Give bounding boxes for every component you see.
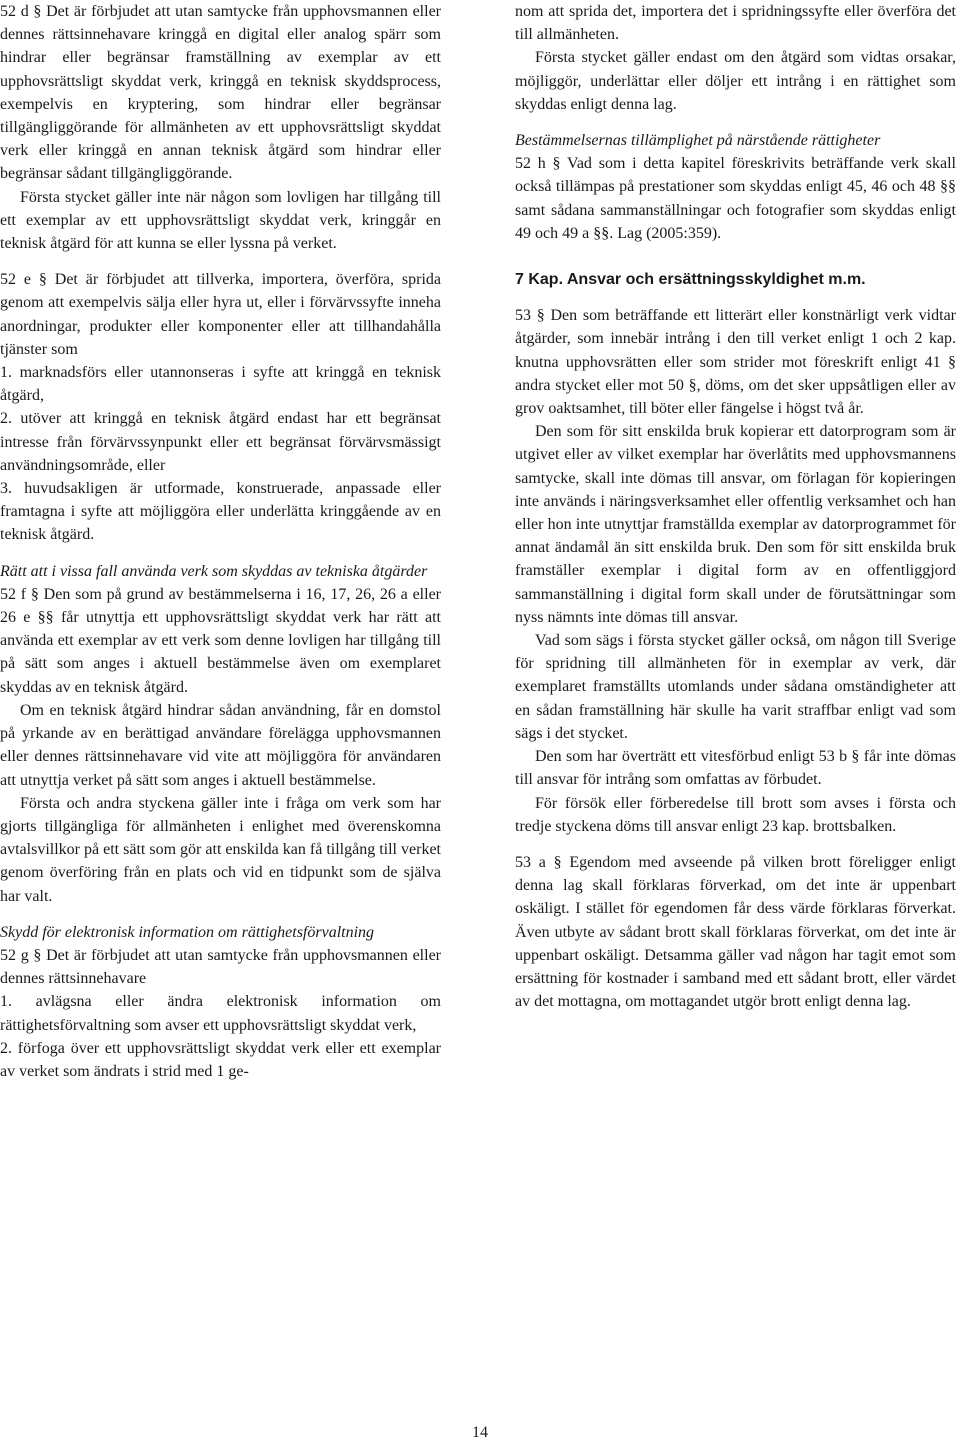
heading-52g: Skydd för elektronisk information om rättighetsförvaltning	[0, 923, 375, 941]
section-52f-paragraph-3: Första och andra styckena gäller inte i fråga om verk som har gjorts tillgängliga för allmänheten i enlighet med överenskomna avtalsvillkor på ett sätt som gör att enskilda kan få tillgång till verket genom överföring från en plats och vid en tidpunkt som de själva har valt.	[0, 794, 441, 905]
spacer	[0, 908, 441, 921]
section-52f-paragraph-2: Om en teknisk åtgärd hindrar sådan användning, får en domstol på yrkande av en berättigad användare förelägga upphovsmannen eller dennes rättsinnehavare vid vite att möjliggöra för användaren att utnyttja verket på sätt som anges i aktuell bestämmelse.	[0, 701, 441, 789]
section-53a: 53 a § Egendom med avseende på vilken brott föreligger enligt denna lag skall förklaras förverkad, om det inte är uppenbart oskäligt. I stället för egendomen får dess värde förklaras förverkat. Även utbyte av sådant brott skall förklaras förverkat, om det inte är uppenbart oskäligt. Detsamma gäller vad någon har tagit emot som ersättning för kostnader i samband med ett sådant brott, eller värdet av det mottagna, om mottagandet utgör brott enligt denna lag.	[515, 853, 956, 1011]
section-52h: 52 h § Vad som i detta kapitel föreskrivits beträffande verk skall också tillämpas på prestationer som skyddas enligt 45, 46 och 48 §§ samt sådana sammanställningar och fotografier som skyddas enligt 49 och 49 a §§. Lag (2005:359).	[515, 155, 956, 242]
spacer	[515, 838, 956, 851]
section-52e-item-2: 2. utöver att kringgå en teknisk åtgärd endast har ett begränsat intresse från förvärvssynpunkt eller ett begränsat förvärvsmässigt användningsområde, eller	[0, 410, 441, 474]
section-52e-item-3: 3. huvudsakligen är utformade, konstruerade, anpassade eller framtagna i syfte att möjliggöra eller underlätta kringgående av en teknisk åtgärd.	[0, 480, 441, 544]
heading-52h: Bestämmelsernas tillämplighet på närstående rättigheter	[515, 132, 881, 150]
section-53: 53 § Den som beträffande ett litterärt eller konstnärligt verk vidtar åtgärder, som innebär intrång i den till verket enligt 1 och 2 kap. knutna upphovsrätten eller som strider mot föreskrift enligt 41 § andra stycket eller mot 50 §, döms, om det sker uppsåtligen eller av grov oaktsamhet, till böter eller fängelse i högst två år.	[515, 307, 956, 418]
section-52g-item-2: 2. förfoga över ett upphovsrättsligt skyddat verk eller ett exemplar av verket som ändrats i strid med 1 ge-	[0, 1039, 441, 1080]
section-52f: 52 f § Den som på grund av bestämmelserna i 16, 17, 26, 26 a eller 26 e §§ får utnyttja ett upphovsrättsligt skyddat verk har rätt att använda ett exemplar av ett verk som denne lovligen har tillgång till på sätt som anges i aktuell bestämmelse även om exemplaret skyddas av en teknisk åtgärd.	[0, 585, 441, 696]
page-number: 14	[472, 1424, 488, 1441]
spacer	[515, 291, 956, 304]
spacer	[0, 255, 441, 268]
section-52g-continuation: nom att sprida det, importera det i spridningssyfte eller överföra det till allmänheten.	[515, 3, 956, 44]
section-52d-paragraph-2: Första stycket gäller inte när någon som lovligen har tillgång till ett exemplar av ett upphovsrättsligt skyddat verk, kringgår en teknisk åtgärd för att kunna se eller lyssna på verket.	[0, 188, 441, 253]
section-52e-item-1: 1. marknadsförs eller utannonseras i syfte att kringgå en teknisk åtgärd,	[0, 364, 441, 405]
section-52e: 52 e § Det är förbjudet att tillverka, importera, överföra, sprida genom att exempelvis sälja eller hyra ut, eller i förvärvssyfte inneha anordningar, produkter eller komponenter eller att tillhandahålla tjänster som	[0, 271, 441, 358]
section-53-paragraph-2: Den som för sitt enskilda bruk kopierar ett datorprogram som är utgivet eller av vilket exemplar har överlåtits med upphovsmannens samtycke, skall inte dömas till ansvar, om förlagan för kopieringen inte används i näringsverksamhet eller offentlig verksamhet och han eller hon inte utnyttjar framställda exemplar av datorprogrammet för annat ändamål än sitt enskilda bruk. Den som för sitt enskilda bruk framställer exemplar i digital form av en offentliggjord sammanställning i digital form skall under de förutsättningar som nyss nämnts inte dömas till ansvar.	[515, 423, 956, 626]
heading-52f: Rätt att i vissa fall använda verk som skyddas av tekniska åtgärder	[0, 562, 428, 580]
section-53-paragraph-4: Den som har överträtt ett vitesförbud enligt 53 b § får inte dömas till ansvar för intrång som omfattas av förbudet.	[515, 748, 956, 789]
right-column	[515, 0, 956, 1013]
section-52g-paragraph-2: Första stycket gäller endast om den åtgärd som vidtas orsakar, möjliggör, underlättar eller döljer ett intrång i en rättighet som skyddas enligt denna lag.	[515, 49, 956, 113]
section-52d: 52 d § Det är förbjudet att utan samtycke från upphovsmannen eller dennes rättsinnehavare kringgå en digital eller analog spärr som hindrar eller begränsar framställning av exemplar av ett upphovsrättsligt skyddat verk, kringgå en teknisk skyddsprocess, exempelvis en kryptering, som hindrar eller begränsar tillgängliggörande för allmänheten av ett upphovsrättsligt skyddat verk eller kringgå en annan teknisk åtgärd som hindrar eller begränsar sådant tillgängliggörande.	[0, 3, 441, 183]
chapter-heading: 7 Kap. Ansvar och ersättningsskyldighet m.m.	[515, 271, 866, 289]
spacer	[0, 547, 441, 560]
spacer	[515, 116, 956, 129]
section-53-paragraph-3: Vad som sägs i första stycket gäller också, om någon till Sverige för spridning till allmänheten för in exemplar av verk, där exemplaret framställts utomlands under sådana omständigheter att en sådan framställning här skulle ha varit straffbar enligt vad som sägs i det stycket.	[515, 632, 956, 742]
left-column	[0, 0, 441, 1083]
section-52g-item-1: 1. avlägsna eller ändra elektronisk information om rättighetsförvaltning som avser ett upphovsrättsligt skyddat verk,	[0, 993, 441, 1034]
section-52g: 52 g § Det är förbjudet att utan samtycke från upphovsmannen eller dennes rättsinnehavare	[0, 946, 441, 988]
section-53-paragraph-5: För försök eller förberedelse till brott som avses i första och tredje styckena döms till ansvar enligt 23 kap. brottsbalken.	[515, 794, 956, 835]
spacer	[515, 245, 956, 268]
